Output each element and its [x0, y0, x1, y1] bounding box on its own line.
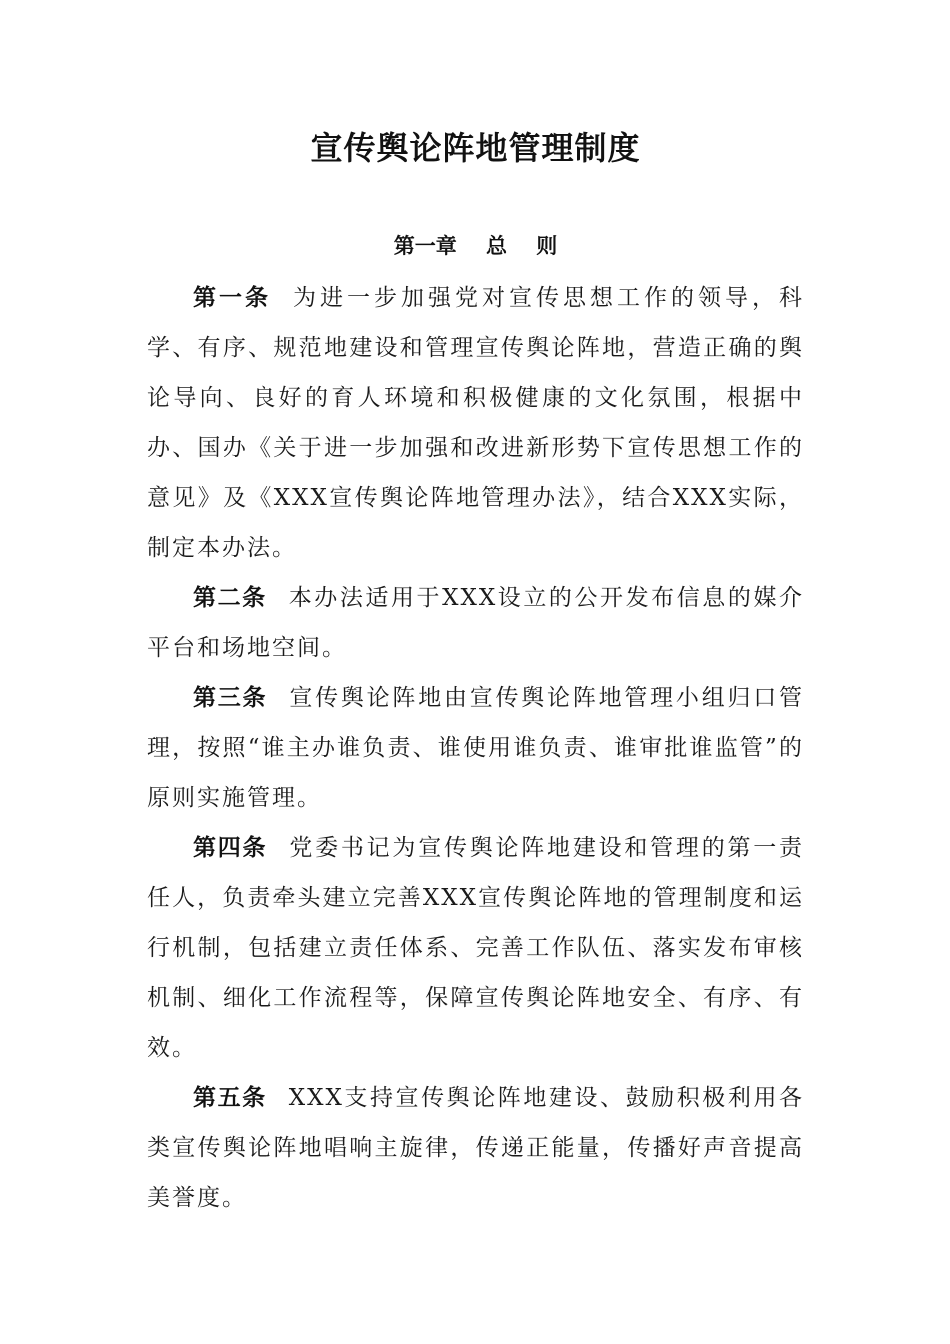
article-text: 为进一步加强党对宣传思想工作的领导，科学、有序、规范地建设和管理宣传舆论阵地，营造正确的舆论导向、良好的育人环境和积极健康的文化氛围，根据中办、国办《关于进一步加强和改进新形势下宣传思想工作的意见》及《XXX宣传舆论阵地管理办法》，结合XXX实际，制定本办法。 — [147, 285, 804, 561]
article-label: 第四条 — [193, 835, 268, 861]
article-5 — [147, 1073, 804, 1223]
article-text: 本办法适用于XXX设立的公开发布信息的媒介平台和场地空间。 — [147, 585, 805, 661]
article-text: XXX支持宣传舆论阵地建设、鼓励积极利用各类宣传舆论阵地唱响主旋律，传递正能量，传播好声音提高美誉度。 — [147, 1085, 805, 1211]
chapter-heading: 第一章 总 则 — [393, 234, 558, 258]
article-label: 第三条 — [193, 685, 268, 711]
article-2 — [147, 573, 804, 673]
article-4 — [147, 823, 804, 1073]
article-label: 第一条 — [193, 285, 271, 311]
document-title: 宣传舆论阵地管理制度 — [310, 129, 641, 167]
article-text: 宣传舆论阵地由宣传舆论阵地管理小组归口管理，按照“谁主办谁负责、谁使用谁负责、谁审批谁监管”的原则实施管理。 — [147, 685, 805, 811]
article-text: 党委书记为宣传舆论阵地建设和管理的第一责任人，负责牵头建立完善XXX宣传舆论阵地的管理制度和运行机制，包括建立责任体系、完善工作队伍、落实发布审核机制、细化工作流程等，保障宣传舆论阵地安全、有序、有效。 — [147, 835, 805, 1061]
article-1 — [147, 273, 804, 573]
article-3 — [147, 673, 804, 823]
article-label: 第五条 — [193, 1085, 267, 1111]
article-label: 第二条 — [193, 585, 267, 611]
